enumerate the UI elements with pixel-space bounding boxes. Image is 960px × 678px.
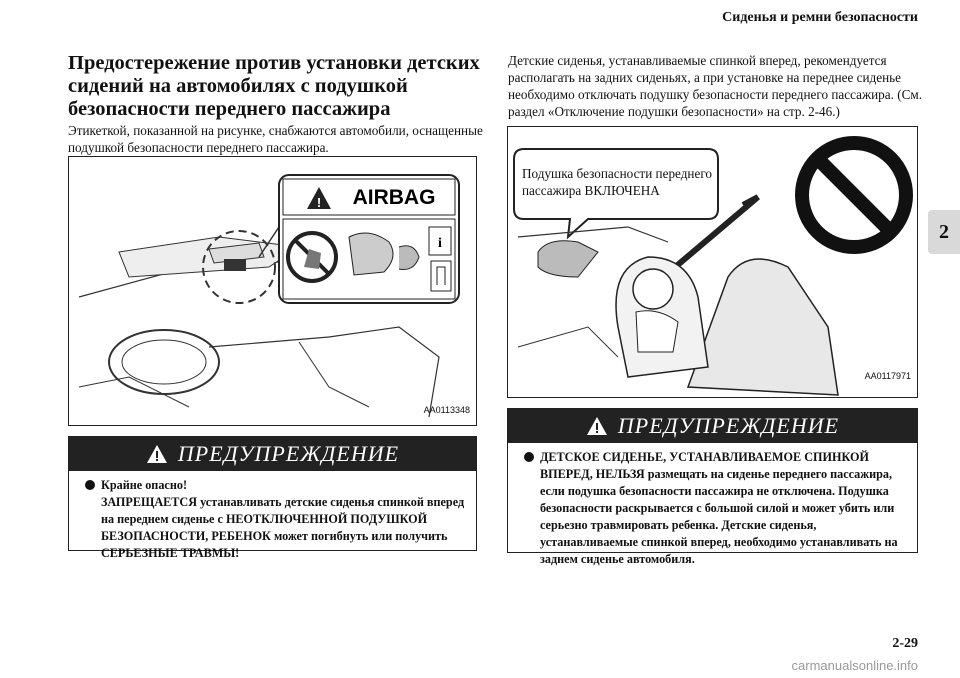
warning-title: ПРЕДУПРЕЖДЕНИЕ — [617, 413, 840, 438]
warning-header — [69, 437, 476, 471]
right-paragraph: Детские сиденья, устанавливаемые спинкой вперед, рекомендуется располагать на задних сиденьях, а при установке на переднее сиденье необходимо отключать подушку безопасности переднего пассажира. (См. раздел «Отключение подушки безопасности» на стр. 2-46.) — [508, 53, 923, 119]
figure-code: AA0113348 — [423, 405, 470, 415]
callout-text: Подушка безопасности переднего пассажира ВКЛЮЧЕНА — [522, 166, 713, 198]
warning-text: ЗАПРЕЩАЕТСЯ устанавливать детские сиденья спинкой вперед на переднем сиденье с НЕОТКЛЮЧЕННОЙ ПОДУШКОЙ БЕЗОПАСНОСТИ, РЕБЕНОК может погибнуть или получить СЕРЬЕЗНЫЕ ТРАВМЫ! — [101, 495, 465, 560]
warning-lead: Крайне опасно! — [101, 478, 188, 492]
figure-code: AA0117971 — [864, 371, 911, 381]
warning-box-left — [68, 436, 477, 560]
bullet-icon — [85, 480, 95, 490]
svg-text:i: i — [438, 236, 442, 251]
warning-triangle-icon — [586, 416, 608, 436]
watermark: carmanualsonline.info — [791, 658, 918, 673]
passenger-seat — [688, 259, 838, 395]
warning-title: ПРЕДУПРЕЖДЕНИЕ — [177, 441, 400, 466]
running-header: Сиденья и ремни безопасности — [722, 10, 918, 25]
warning-box-right — [507, 408, 918, 566]
warning-triangle-icon — [146, 444, 168, 464]
airbag-shape — [538, 241, 598, 277]
dashboard-illustration — [69, 157, 476, 425]
child-head — [633, 269, 673, 309]
child-seat-figure — [507, 126, 918, 398]
airbag-label-figure — [68, 156, 477, 426]
section-heading: Предостережение против установки детских сидений на автомобилях с подушкой безопасности переднего пассажира — [68, 52, 480, 120]
warning-text: ДЕТСКОЕ СИДЕНЬЕ, УСТАНАВЛИВАЕМОЕ СПИНКОЙ ВПЕРЕД, НЕЛЬЗЯ размещать на сиденье переднего пассажира, если подушка безопасности пассажира не отключена. Подушка безопасности раскрывается с большой силой и может убить или серьезно травмировать ребенка. Детские сиденья, устанавливаемые спинкой вперед, необходимо устанавливать на заднем сиденье автомобиля. — [540, 450, 898, 566]
warning-header — [508, 409, 917, 443]
page-number: 2-29 — [892, 636, 918, 651]
bullet-icon — [524, 452, 534, 462]
svg-text:!: ! — [316, 195, 322, 210]
chapter-tab: 2 — [928, 210, 960, 254]
intro-paragraph: Этикеткой, показанной на рисунке, снабжаются автомобили, оснащенные подушкой безопасности переднего пассажира. — [68, 123, 483, 155]
airbag-label-text: AIRBAG — [352, 186, 436, 209]
